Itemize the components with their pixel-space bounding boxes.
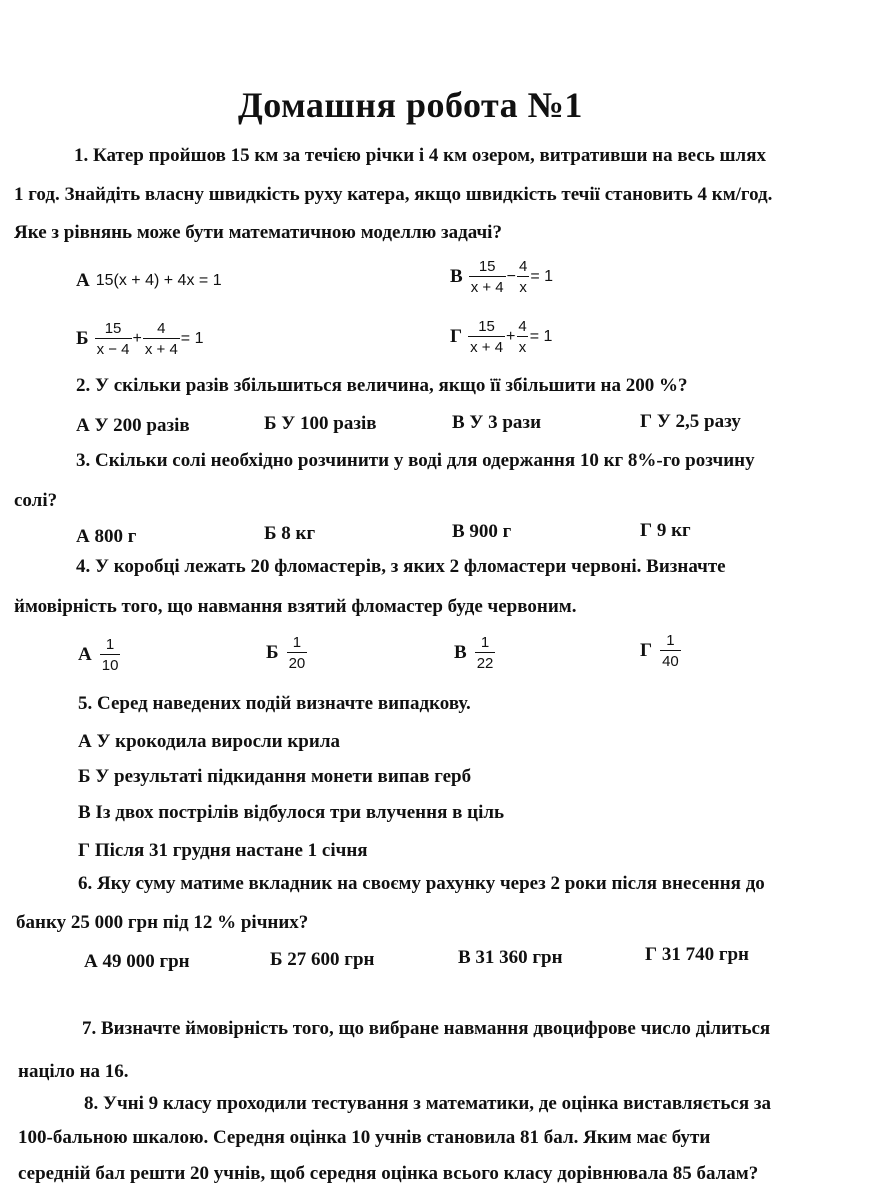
q1-option-b-frac1: $\frac{15}{x - 4}$ (96, 320, 130, 358)
q4-text-line2: ймовірність того, що навмання взятий фломастер буде червоним. (14, 596, 577, 617)
q1-option-a-letter: А (76, 270, 90, 291)
q1-option-b-letter: Б (76, 328, 89, 349)
q1-text-line2: 1 год. Знайдіть власну швидкість руху катера, якщо швидкість течії становить 4 км/год. (14, 184, 773, 205)
q1-text-line1: 1. Катер пройшов 15 км за течією річки і 4 км озером, витративши на весь шлях (74, 145, 766, 166)
q4-option-v[interactable]: В $\frac{1}{22}$ (454, 634, 494, 672)
q2-text: 2. У скільки разів збільшиться величина, якщо її збільшити на 200 %? (76, 375, 688, 396)
q5-option-b[interactable]: Б У результаті підкидання монети випав герб (78, 766, 472, 787)
q3-option-b[interactable]: Б 8 кг (264, 523, 316, 544)
q6-text-line1: 6. Яку суму матиме вкладник на своєму рахунку через 2 роки після внесення до (78, 873, 765, 894)
page-title: Домашня робота №1 (238, 85, 583, 125)
q4-option-g[interactable]: Г $\frac{1}{40}$ (640, 632, 679, 670)
q8-text-line3: середній бал решти 20 учнів, щоб середня оцінка всього класу дорівнювала 85 балам? (18, 1163, 759, 1184)
q1-option-g-frac1: $\frac{15}{x + 4}$ (470, 318, 504, 356)
q6-text-line2: банку 25 000 грн під 12 % річних? (16, 912, 309, 933)
q1-option-a-expr: 15(x + 4) + 4x = 1 (95, 272, 222, 289)
q1-option-v-frac2: $\frac{4}{x}$ (518, 258, 528, 296)
q5-text: 5. Серед наведених подій визначте випадкову. (78, 693, 471, 714)
q8-text-line2: 100-бальною шкалою. Середня оцінка 10 учнів становила 81 бал. Яким має бути (18, 1127, 711, 1148)
q1-option-v-frac1: $\frac{15}{x + 4}$ (470, 258, 504, 296)
q4-option-a-frac: $\frac{1}{10}$ (101, 636, 119, 674)
q1-option-v[interactable]: В $\frac{15}{x + 4}$ − $\frac{4}{x}$ = 1 (450, 258, 553, 296)
q1-option-b-frac2: $\frac{4}{x + 4}$ (144, 320, 178, 358)
q1-option-b[interactable]: Б $\frac{15}{x - 4}$ + $\frac{4}{x + 4}$ = 1 (76, 320, 204, 358)
q1-option-g-frac2: $\frac{4}{x}$ (518, 318, 527, 356)
q2-option-a[interactable]: А У 200 разів (76, 415, 190, 436)
q3-option-a[interactable]: А 800 г (76, 526, 137, 547)
q1-text-line3: Яке з рівнянь може бути математичною моделлю задачі? (14, 222, 502, 243)
q1-option-v-letter: В (450, 266, 463, 287)
q7-text-line1: 7. Визначте ймовірність того, що вибране навмання двоцифрове число ділиться (82, 1018, 771, 1039)
q1-option-a[interactable] (76, 270, 222, 292)
q5-option-g[interactable]: Г Після 31 грудня настане 1 січня (78, 840, 368, 861)
q2-option-v[interactable]: В У 3 рази (452, 412, 542, 433)
q3-option-v[interactable]: В 900 г (452, 521, 512, 542)
q3-text-line2: солі? (14, 490, 58, 511)
q2-option-g[interactable]: Г У 2,5 разу (640, 411, 741, 432)
q4-option-v-frac: $\frac{1}{22}$ (476, 634, 494, 672)
q4-option-a[interactable]: А $\frac{1}{10}$ (78, 636, 119, 674)
q3-text-line1: 3. Скільки солі необхідно розчинити у воді для одержання 10 кг 8%-го розчину (76, 450, 755, 471)
q2-option-b[interactable]: Б У 100 разів (264, 413, 377, 434)
q4-option-b-frac: $\frac{1}{20}$ (288, 634, 306, 672)
q8-text-line1: 8. Учні 9 класу проходили тестування з математики, де оцінка виставляється за (84, 1093, 771, 1114)
q7-text-line2: націло на 16. (18, 1061, 129, 1082)
q3-option-g[interactable]: Г 9 кг (640, 520, 691, 541)
q4-text-line1: 4. У коробці лежать 20 фломастерів, з яких 2 фломастери червоні. Визначте (76, 556, 726, 577)
q1-option-g[interactable]: Г $\frac{15}{x + 4}$ + $\frac{4}{x}$ = 1 (450, 318, 553, 356)
q4-option-b[interactable]: Б $\frac{1}{20}$ (266, 634, 306, 672)
q1-option-g-letter: Г (450, 326, 463, 347)
q6-option-b[interactable]: Б 27 600 грн (270, 949, 375, 970)
q5-option-a[interactable]: А У крокодила виросли крила (78, 731, 340, 752)
q4-option-g-frac: $\frac{1}{40}$ (662, 632, 679, 670)
q5-option-v[interactable]: В Із двох пострілів відбулося три влучення в ціль (78, 802, 505, 823)
q6-option-v[interactable]: В 31 360 грн (458, 947, 563, 968)
q6-option-a[interactable]: А 49 000 грн (84, 951, 190, 972)
q6-option-g[interactable]: Г 31 740 грн (645, 944, 749, 965)
